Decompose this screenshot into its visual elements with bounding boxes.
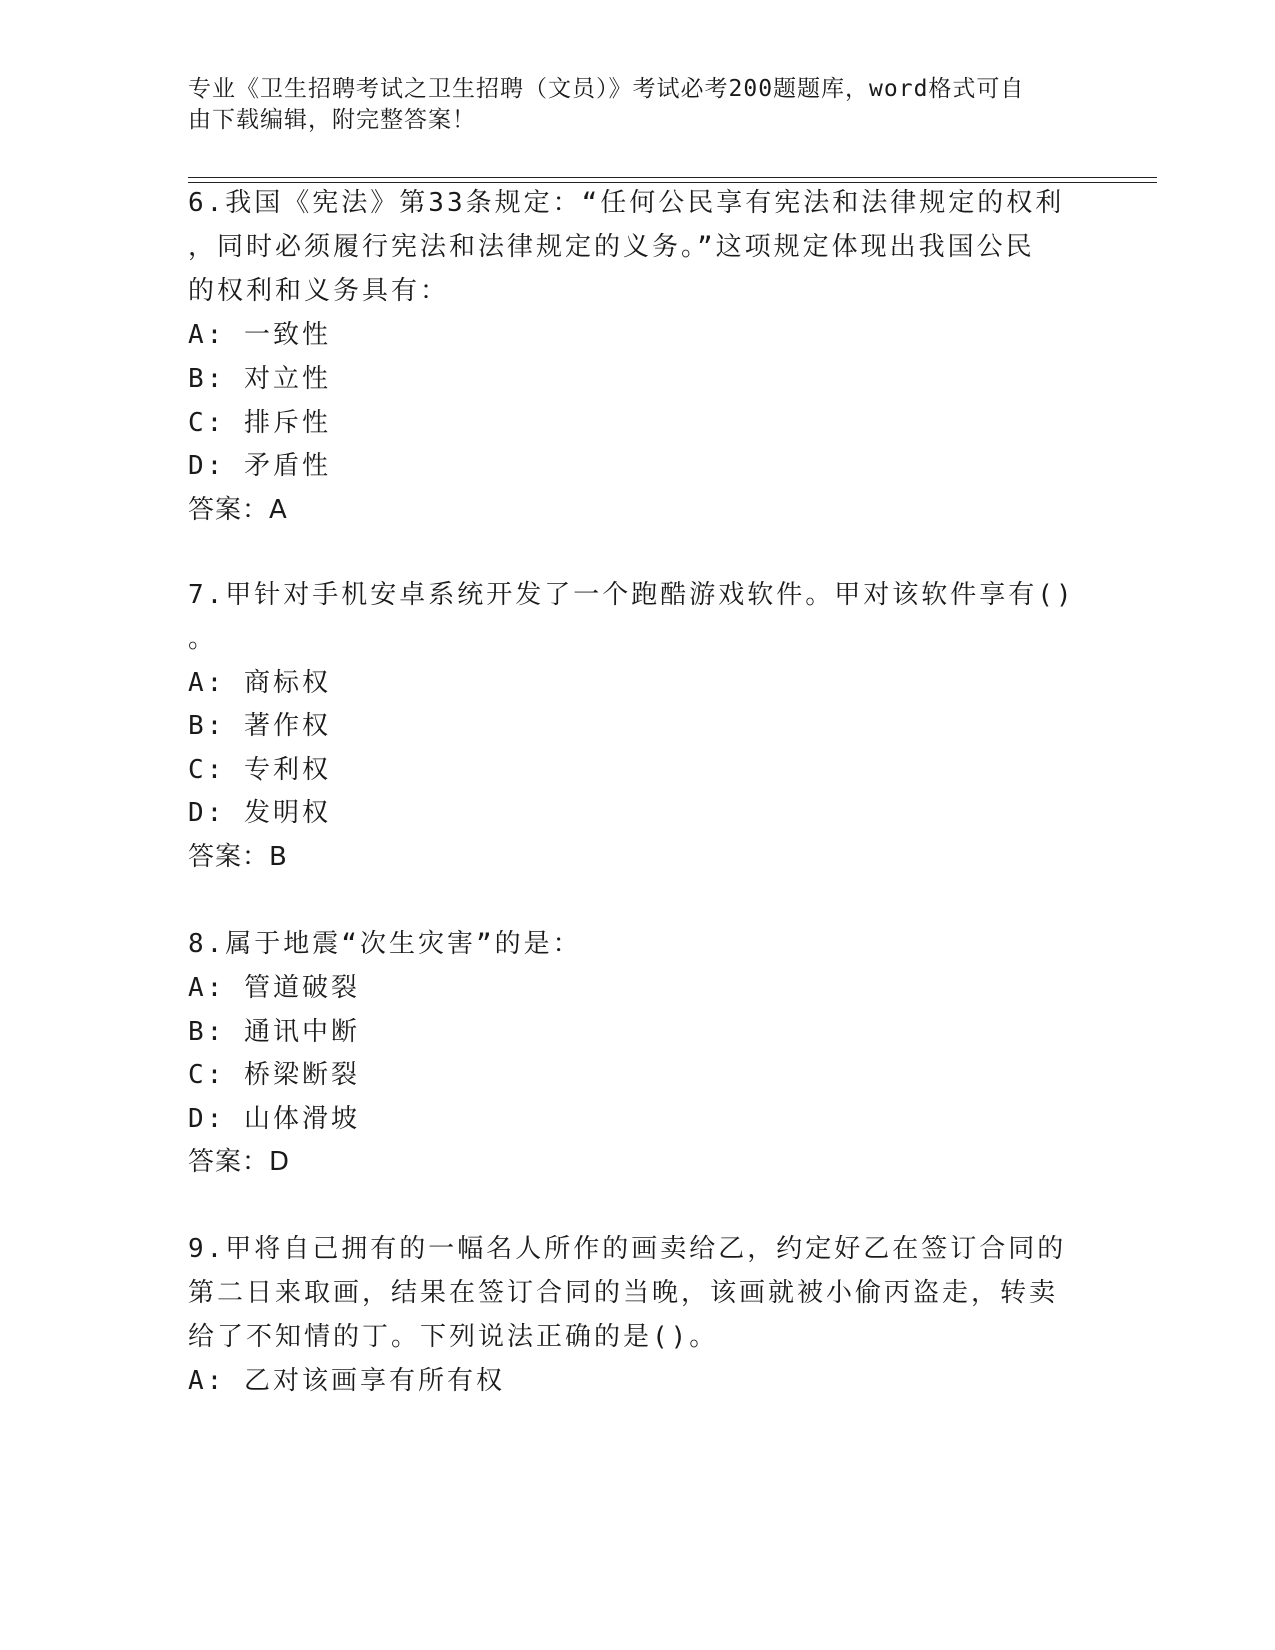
answer-value: A (269, 495, 288, 525)
option-a: A: 一致性 (188, 320, 331, 350)
option-c: C: 专利权 (188, 755, 331, 785)
option-a: A: 乙对该画享有所有权 (188, 1366, 505, 1396)
question-text-line: 7.甲针对手机安卓系统开发了一个跑酷游戏软件。甲对该软件享有() (188, 580, 1075, 610)
question-text-line: 给了不知情的丁。下列说法正确的是()。 (188, 1322, 719, 1352)
question-text-line: ，同时必须履行宪法和法律规定的义务。”这项规定体现出我国公民 (188, 232, 1035, 262)
option-b: B: 对立性 (188, 364, 331, 394)
header-line-1: 专业《卫生招聘考试之卫生招聘（文员）》考试必考200题题库，word格式可自 (188, 76, 1025, 102)
answer-label: 答案： (188, 1147, 270, 1177)
option-a: A: 管道破裂 (188, 973, 360, 1003)
option-b: B: 著作权 (188, 711, 331, 741)
answer-label: 答案： (188, 842, 270, 872)
option-d: D: 山体滑坡 (188, 1104, 360, 1134)
answer-value: B (269, 842, 288, 872)
header-line-2: 由下载编辑，附完整答案！ (188, 107, 476, 133)
answer-line (188, 1147, 290, 1177)
answer-value: D (269, 1147, 291, 1177)
answer-line (188, 842, 288, 872)
question-text-line: 。 (188, 624, 218, 654)
question-text-line: 的权利和义务具有： (188, 276, 450, 306)
option-c: C: 排斥性 (188, 408, 331, 438)
answer-line (188, 495, 288, 525)
option-c: C: 桥梁断裂 (188, 1060, 360, 1090)
option-d: D: 矛盾性 (188, 451, 331, 481)
header-divider-top (188, 177, 1157, 178)
header-divider-bottom (188, 182, 1157, 183)
question-text-line: 9.甲将自己拥有的一幅名人所作的画卖给乙，约定好乙在签订合同的 (188, 1234, 1067, 1264)
question-text-line: 第二日来取画，结果在签订合同的当晚，该画就被小偷丙盗走，转卖 (188, 1278, 1059, 1308)
option-d: D: 发明权 (188, 798, 331, 828)
option-a: A: 商标权 (188, 668, 331, 698)
document-header (188, 74, 1068, 136)
answer-label: 答案： (188, 495, 270, 525)
question-text-line: 6.我国《宪法》第33条规定：“任何公民享有宪法和法律规定的权利 (188, 188, 1065, 218)
question-text-line: 8.属于地震“次生灾害”的是： (188, 929, 582, 959)
option-b: B: 通讯中断 (188, 1017, 360, 1047)
